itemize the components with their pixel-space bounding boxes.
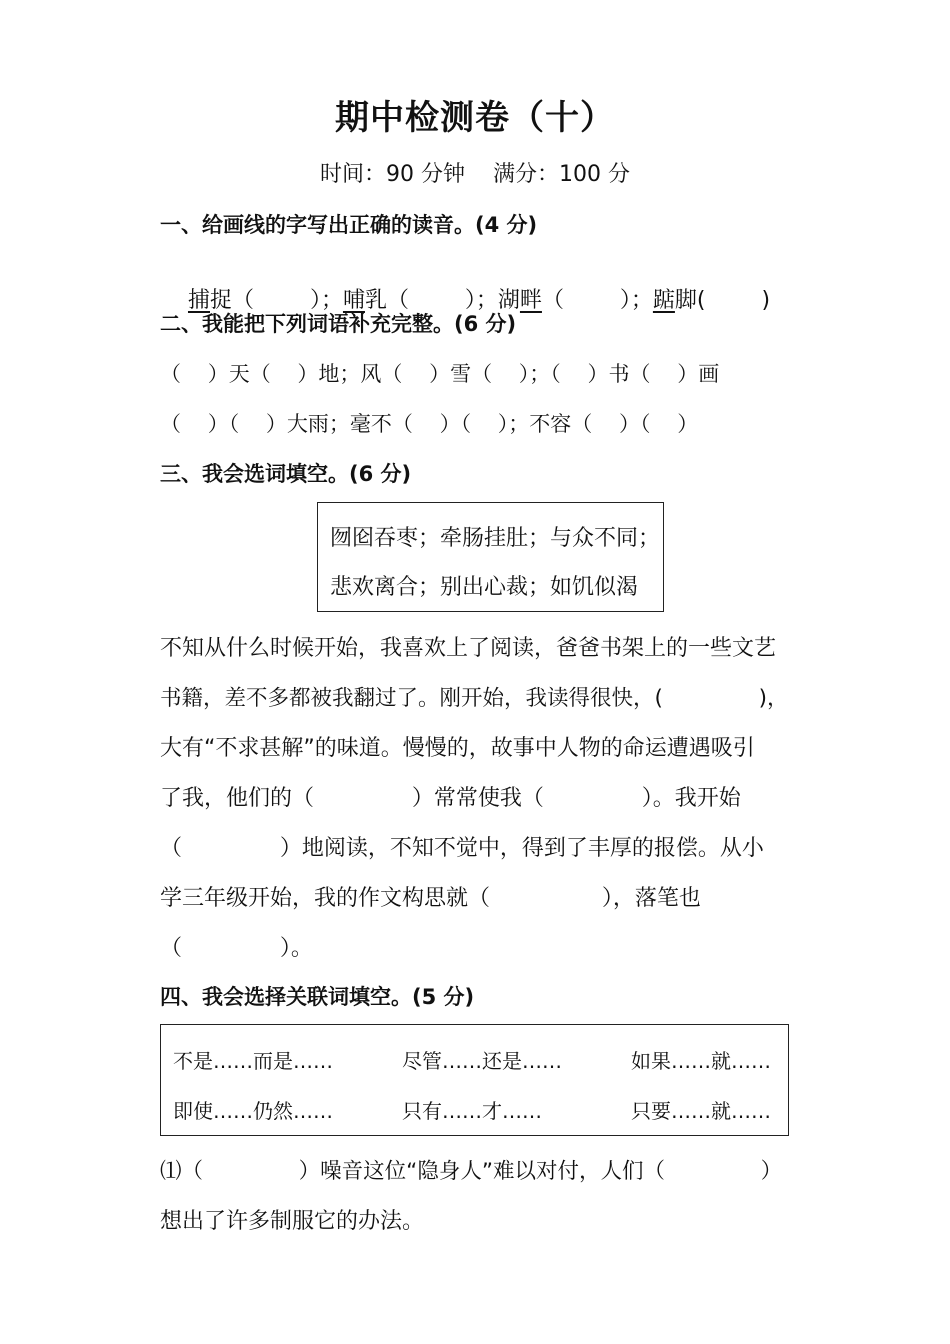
underlined-char: 捕 [187,288,210,313]
section4-heading: 四、我会选择关联词填空。(5 分) [160,985,475,1009]
section3-heading: 三、我会选词填空。(6 分) [160,462,412,486]
conjunction-pair: 如果……就…… [631,1049,771,1073]
page-title: 期中检测卷（十） [335,98,615,138]
word-choice-line-2: 悲欢离合；别出心裁；如饥似渴 [330,575,639,600]
passage-line: 不知从什么时候开始，我喜欢上了阅读，爸爸书架上的一些文艺 [160,636,777,661]
pinyin-item: 湖畔（ ）； [497,288,653,313]
passage-line: （ ）地阅读，不知不觉中，得到了丰厚的报偿。从小 [160,836,764,861]
passage-line: 了我，他们的（ ）常常使我（ ）。我开始 [160,786,741,811]
pinyin-item: 捕捉（ ）； [187,288,343,313]
exam-info: 时间：90 分钟 满分：100 分 [320,162,630,187]
question-1-line-2: 想出了许多制服它的办法。 [160,1209,425,1234]
pinyin-item: 踮脚( ) [652,288,771,313]
section1-heading: 一、给画线的字写出正确的读音。(4 分) [160,213,538,237]
question-1-line-1: ⑴（ ）噪音这位“隐身人”难以对付，人们（ ） [160,1159,783,1184]
conjunction-pair: 只要……就…… [631,1099,771,1123]
conjunction-pair: 只有……才…… [402,1099,542,1123]
word-choice-line-1: 囫囵吞枣；牵肠挂肚；与众不同； [330,526,661,551]
underlined-char: 畔 [519,288,542,313]
passage-line: 书籍，差不多都被我翻过了。刚开始，我读得很快，( )， [160,686,789,711]
conjunction-pair: 尽管……还是…… [402,1049,562,1073]
idiom-line-2: （ ）（ ）大雨；毫不（ ）（ ）；不容（ ）（ ） [160,412,699,436]
underlined-char: 踮 [652,288,675,313]
conjunction-pair: 即使……仍然…… [173,1099,333,1123]
word-choice-box [317,502,664,612]
underlined-char: 哺 [342,288,365,313]
conjunction-pair: 不是……而是…… [173,1049,333,1073]
passage-line: 学三年级开始，我的作文构思就（ ），落笔也 [160,886,701,911]
passage-line: （ ）。 [160,936,313,961]
section2-heading: 二、我能把下列词语补充完整。(6 分) [160,312,517,336]
idiom-line-1: （ ）天（ ）地；风（ ）雪（ ）；（ ）书（ ）画 [160,362,720,386]
conjunction-box [160,1024,789,1136]
passage-line: 大有“不求甚解”的味道。慢慢的，故事中人物的命运遭遇吸引 [160,736,755,761]
pinyin-item: 哺乳（ ）； [342,288,498,313]
